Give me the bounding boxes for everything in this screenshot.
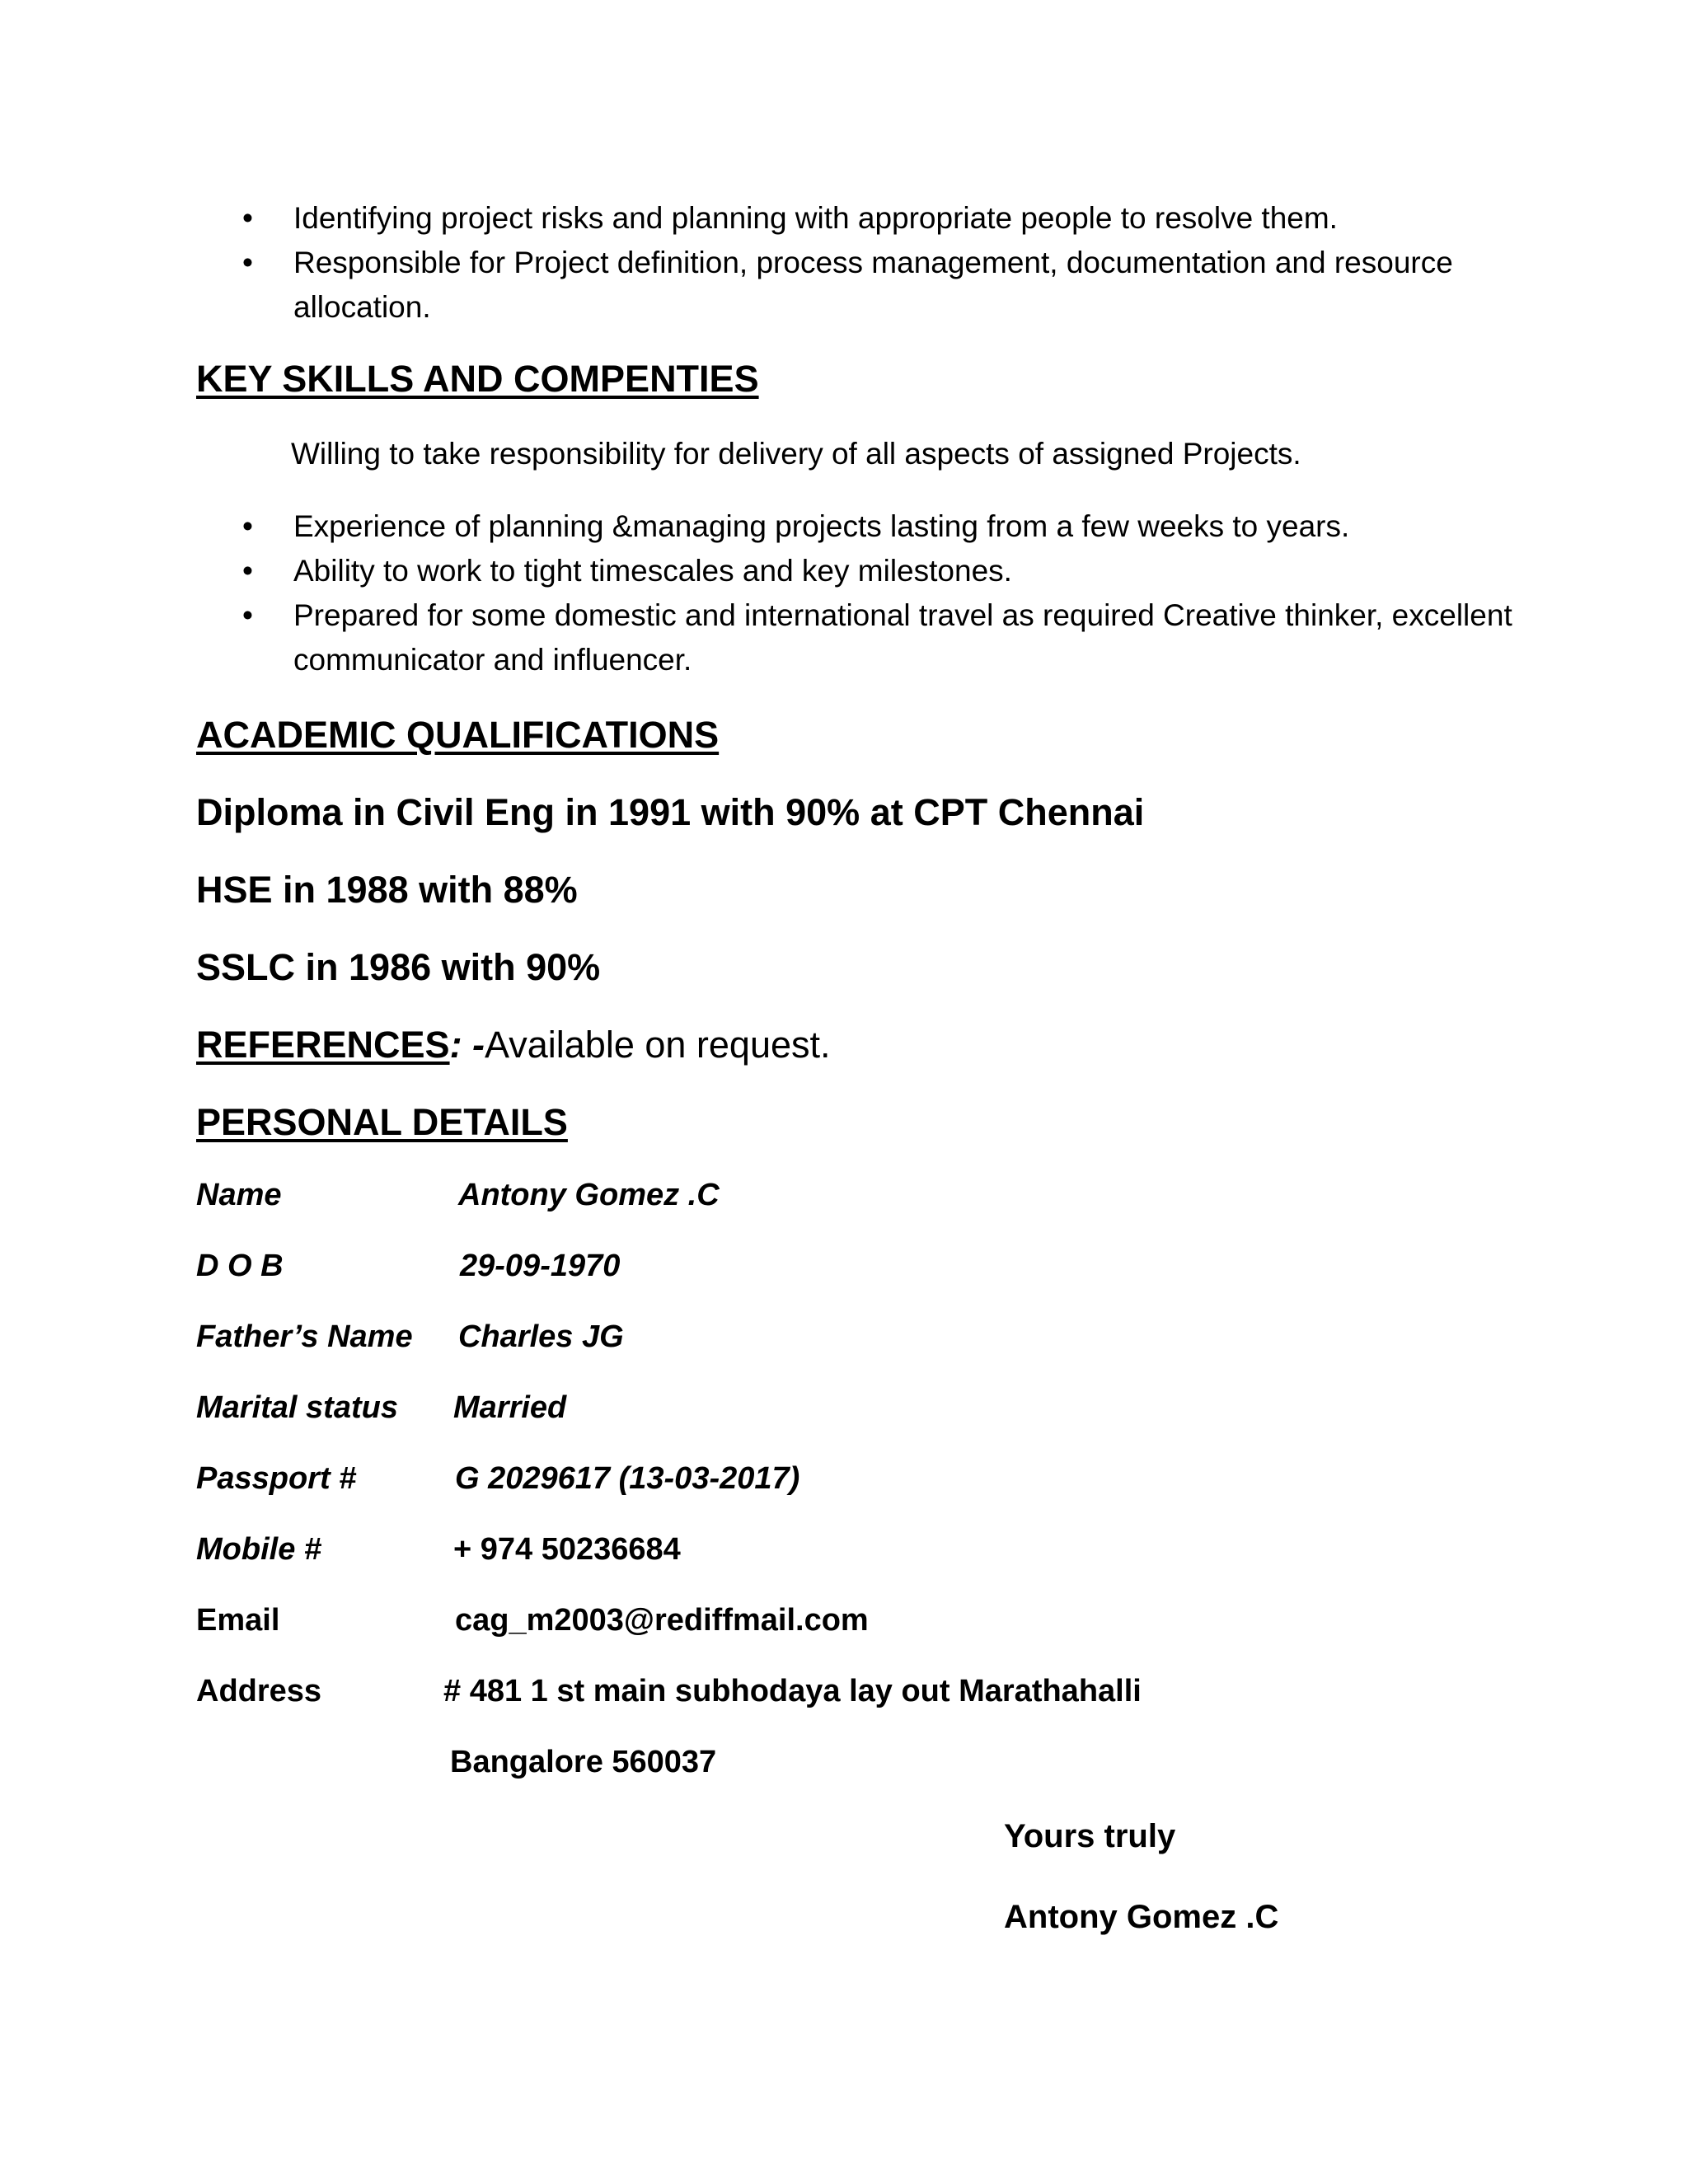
email-value: cag_m2003@rediffmail.com bbox=[455, 1603, 869, 1638]
name-label: Name bbox=[196, 1178, 282, 1212]
list-item: • Ability to work to tight timescales and key milestones. bbox=[196, 549, 1515, 593]
references-heading: REFERENCES bbox=[196, 1024, 450, 1066]
marital-status-value: Married bbox=[453, 1390, 567, 1425]
mobile-value: + 974 50236684 bbox=[453, 1532, 681, 1567]
key-skills-intro: Willing to take responsibility for delivery of all aspects of assigned Projects. bbox=[291, 437, 1301, 471]
qualification-sslc: SSLC in 1986 with 90% bbox=[196, 946, 601, 988]
references-line bbox=[196, 1022, 831, 1068]
references-separator: : - bbox=[449, 1024, 485, 1066]
address-line-1: # 481 1 st main subhodaya lay out Marathahalli bbox=[443, 1674, 1142, 1708]
academic-heading: ACADEMIC QUALIFICATIONS bbox=[196, 714, 720, 756]
signature-name: Antony Gomez .C bbox=[1004, 1899, 1279, 1935]
address-label: Address bbox=[196, 1674, 322, 1708]
list-item: • Identifying project risks and planning with appropriate people to resolve them. bbox=[196, 196, 1515, 241]
key-skills-heading: KEY SKILLS AND COMPENTIES bbox=[196, 358, 759, 400]
father-name-label: Father’s Name bbox=[196, 1319, 413, 1354]
dob-label: D O B bbox=[196, 1249, 284, 1283]
qualification-hse: HSE in 1988 with 88% bbox=[196, 869, 578, 911]
list-item: • Responsible for Project definition, process management, documentation and resource allocation. bbox=[196, 241, 1515, 330]
father-name-value: Charles JG bbox=[458, 1319, 624, 1354]
list-item: • Experience of planning &managing projects lasting from a few weeks to years. bbox=[196, 504, 1515, 549]
name-value: Antony Gomez .C bbox=[458, 1178, 720, 1212]
closing-salutation: Yours truly bbox=[1004, 1818, 1176, 1854]
email-label: Email bbox=[196, 1603, 280, 1638]
qualification-diploma: Diploma in Civil Eng in 1991 with 90% at CPT Chennai bbox=[196, 791, 1145, 833]
passport-value: G 2029617 (13-03-2017) bbox=[455, 1461, 800, 1496]
mobile-label: Mobile # bbox=[196, 1532, 322, 1567]
marital-status-label: Marital status bbox=[196, 1390, 398, 1425]
key-skills-bullet-list bbox=[196, 504, 1515, 682]
references-text: Available on request. bbox=[485, 1024, 831, 1066]
list-item: • Prepared for some domestic and international travel as required Creative thinker, excellent communicator and influencer. bbox=[196, 593, 1515, 682]
dob-value: 29-09-1970 bbox=[460, 1249, 621, 1283]
address-line-2: Bangalore 560037 bbox=[450, 1745, 717, 1779]
personal-details-heading: PERSONAL DETAILS bbox=[196, 1101, 568, 1143]
passport-label: Passport # bbox=[196, 1461, 357, 1496]
intro-bullet-list bbox=[196, 196, 1515, 330]
